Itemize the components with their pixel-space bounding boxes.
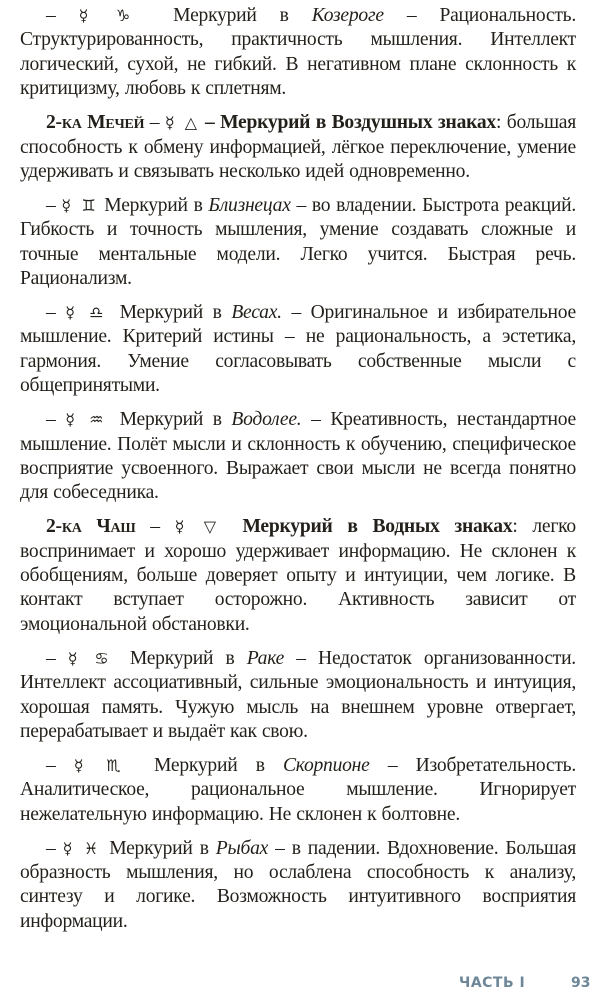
lead: Меркурий в: [104, 194, 203, 216]
paragraph-mercury-aquarius: [20, 408, 576, 506]
heading: Меркурий в Водных знаках: [242, 516, 513, 538]
sign-name: Водолее.: [231, 409, 302, 431]
description: – во владении. Быстрота реакций. Гибкость и точность мышления, умение создавать сложные и точные ментальные модели. Легко учится. Быстрая речь. Рационализм.: [20, 194, 577, 290]
paragraph-mercury-libra: [20, 301, 576, 399]
dash: –: [46, 409, 56, 431]
dash: –: [46, 837, 56, 859]
sign-name: Рыбах: [215, 837, 269, 859]
paragraph-mercury-scorpio: [20, 754, 576, 827]
sign-name: Раке: [246, 647, 285, 669]
card-title: 2-ка Мечей: [46, 112, 145, 134]
dash: –: [149, 112, 160, 134]
paragraph-two-of-cups: [20, 515, 576, 637]
mercury-capricorn-icon: ☿ ♑: [78, 6, 151, 25]
description: – Креативность, нестандартное мышление. Полёт мысли и склонность к обучению, специфическое восприятие усвоенного. Выражает свои мысли не всегда понятно для собеседника.: [20, 409, 576, 504]
description: – Рациональность. Структурированность, практичность мышления. Интеллект логический, сухой, не гибкий. В негативном плане склонность к критицизму, любовь к сплетням.: [20, 5, 577, 100]
page-footer: [0, 975, 614, 997]
lead: Меркурий в: [119, 301, 222, 323]
lead: Меркурий в: [153, 754, 265, 776]
sign-name: Весах.: [231, 301, 282, 323]
description: – Изобретательность. Аналитическое, рациональное мышление. Игнорирует нежелательную информацию. Не склонен к болтовне.: [20, 754, 576, 825]
mercury-water-icon: ☿ ▽: [174, 517, 228, 537]
dash: –: [46, 754, 56, 776]
description: : большая способность к обмену информацией, лёгкое переключение, умение удерживать и связывать несколько идей одновременно.: [20, 112, 576, 182]
sign-name: Скорпионе: [282, 754, 370, 776]
lead: Меркурий в: [109, 837, 209, 859]
mercury-scorpio-icon: ☿ ♏: [73, 755, 136, 775]
lead: Меркурий в: [129, 647, 235, 669]
description: – в падении. Вдохновение. Большая образность мышления, но ослаблена способность к анализу, синтезу и логике. Возможность интуитивного восприятия информации.: [20, 837, 576, 932]
mercury-pisces-icon: ☿ ♓: [62, 838, 103, 858]
dash: –: [46, 5, 56, 26]
sign-name: Козероге: [311, 5, 384, 26]
dash: –: [46, 301, 56, 323]
paragraph-mercury-pisces: [20, 837, 576, 935]
dash: –: [46, 194, 56, 216]
mercury-libra-icon: ☿ ♎: [65, 302, 110, 322]
mercury-aquarius-icon: ☿ ♒: [65, 410, 110, 430]
dash: –: [150, 516, 160, 538]
paragraph-mercury-capricorn: [20, 4, 576, 102]
paragraph-two-of-swords: [20, 111, 576, 184]
page-number: 93: [571, 975, 591, 991]
card-title: 2-ка Чаш: [46, 516, 136, 538]
description: : легко воспринимает и хорошо удерживает информацию. Не склонен к обобщениям, больше доверяет опыту и интуиции, чем логике. В контакт вступает осторожно. Активность зависит от эмоциональной обстановки.: [20, 516, 576, 635]
sign-name: Близнецах: [208, 194, 291, 216]
mercury-air-icon: ☿ △: [164, 113, 200, 133]
heading: – Меркурий в Воздушных знаках: [204, 112, 496, 134]
dash: –: [46, 647, 56, 669]
lead: Меркурий в: [173, 5, 289, 26]
lead: Меркурий в: [119, 409, 222, 431]
paragraph-mercury-gemini: [20, 194, 576, 292]
mercury-cancer-icon: ☿ ♋: [67, 648, 118, 668]
running-footer-part: ЧАСТЬ I: [459, 975, 526, 991]
description: – Оригинальное и избирательное мышление. Критерий истины – не рациональность, а эстетика, гармония. Умение согласовывать собственные мысли с общепринятыми.: [20, 301, 576, 397]
paragraph-mercury-cancer: [20, 647, 576, 745]
description: – Недостаток организованности. Интеллект ассоциативный, сильные эмоциональность и интуиция, хорошая память. Чужую мысль на внешнем уровне отвергает, перерабатывает и выдаёт как свою.: [20, 647, 576, 742]
mercury-gemini-icon: ☿ ♊: [61, 195, 99, 215]
page-body: [20, 4, 576, 944]
